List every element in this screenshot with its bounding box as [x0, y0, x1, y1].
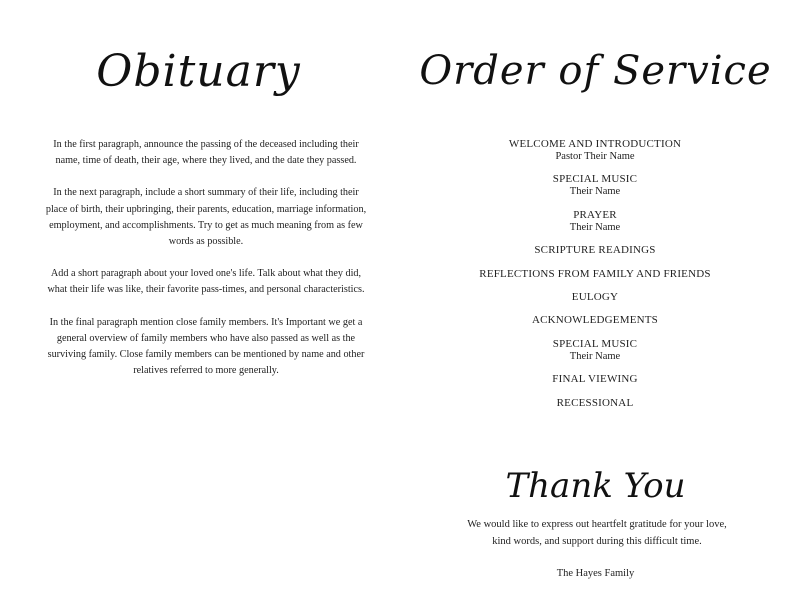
- service-item: [465, 314, 725, 327]
- obituary-paragraph-1: In the first paragraph, announce the passing of the deceased including their name, time of death, their age, where they lived, and the date they passed.: [53, 139, 359, 167]
- obituary-paragraph-2: In the next paragraph, include a short summary of their life, including their place of birth, their upbringing, their parents, education, marriage information, employment, and accomplishments. Try to get as much meaning from as few words as possible.: [45, 187, 367, 248]
- service-item-subtitle: Their Name: [569, 186, 621, 198]
- service-item: [465, 373, 725, 386]
- service-item-title: FINAL VIEWING: [552, 373, 638, 386]
- obituary-paragraph-4: In the final paragraph mention close family members. It's Important we get a general overview of family members who have also passed as well as the surviving family. Close family members can be mentioned by name and other relatives referred to more generally.: [47, 316, 365, 377]
- service-item-title: ACKNOWLEDGEMENTS: [531, 314, 659, 327]
- service-item-subtitle: Pastor Their Name: [555, 151, 635, 162]
- service-item-title: SPECIAL MUSIC: [552, 173, 638, 186]
- service-item: [465, 244, 725, 257]
- service-item-title: SCRIPTURE READINGS: [534, 244, 656, 257]
- order-of-service-page: [397, 0, 794, 613]
- service-item-subtitle: Their Name: [569, 221, 621, 233]
- service-item-title: SPECIAL MUSIC: [552, 337, 638, 350]
- service-item-title: WELCOME AND INTRODUCTION: [508, 138, 682, 150]
- service-item: [465, 338, 725, 363]
- service-item-title: REFLECTIONS FROM FAMILY AND FRIENDS: [479, 267, 711, 280]
- family-signature: The Hayes Family: [556, 568, 635, 579]
- obituary-paragraph-3: Add a short paragraph about your loved one's life. Talk about what they did, what their life was like, their favorite pass-times, and personal characteristics.: [47, 268, 365, 296]
- service-item-title: PRAYER: [573, 208, 617, 221]
- service-item: [465, 173, 725, 198]
- service-item-subtitle: Their Name: [569, 350, 621, 362]
- service-item-title: RECESSIONAL: [556, 396, 634, 409]
- service-item: [465, 209, 725, 234]
- service-list: [465, 138, 725, 420]
- service-item: [465, 138, 725, 163]
- obituary-body: [42, 137, 370, 395]
- service-item: [465, 397, 725, 410]
- service-item-title: EULOGY: [571, 290, 619, 303]
- order-of-service-title: Order of Service: [419, 48, 772, 94]
- service-item: [465, 291, 725, 304]
- thank-you-title: Thank You: [505, 466, 686, 506]
- obituary-title: Obituary: [96, 46, 301, 97]
- thank-you-message: We would like to express out heartfelt gratitude for your love, kind words, and support during this difficult time.: [467, 519, 727, 547]
- service-item: [465, 268, 725, 281]
